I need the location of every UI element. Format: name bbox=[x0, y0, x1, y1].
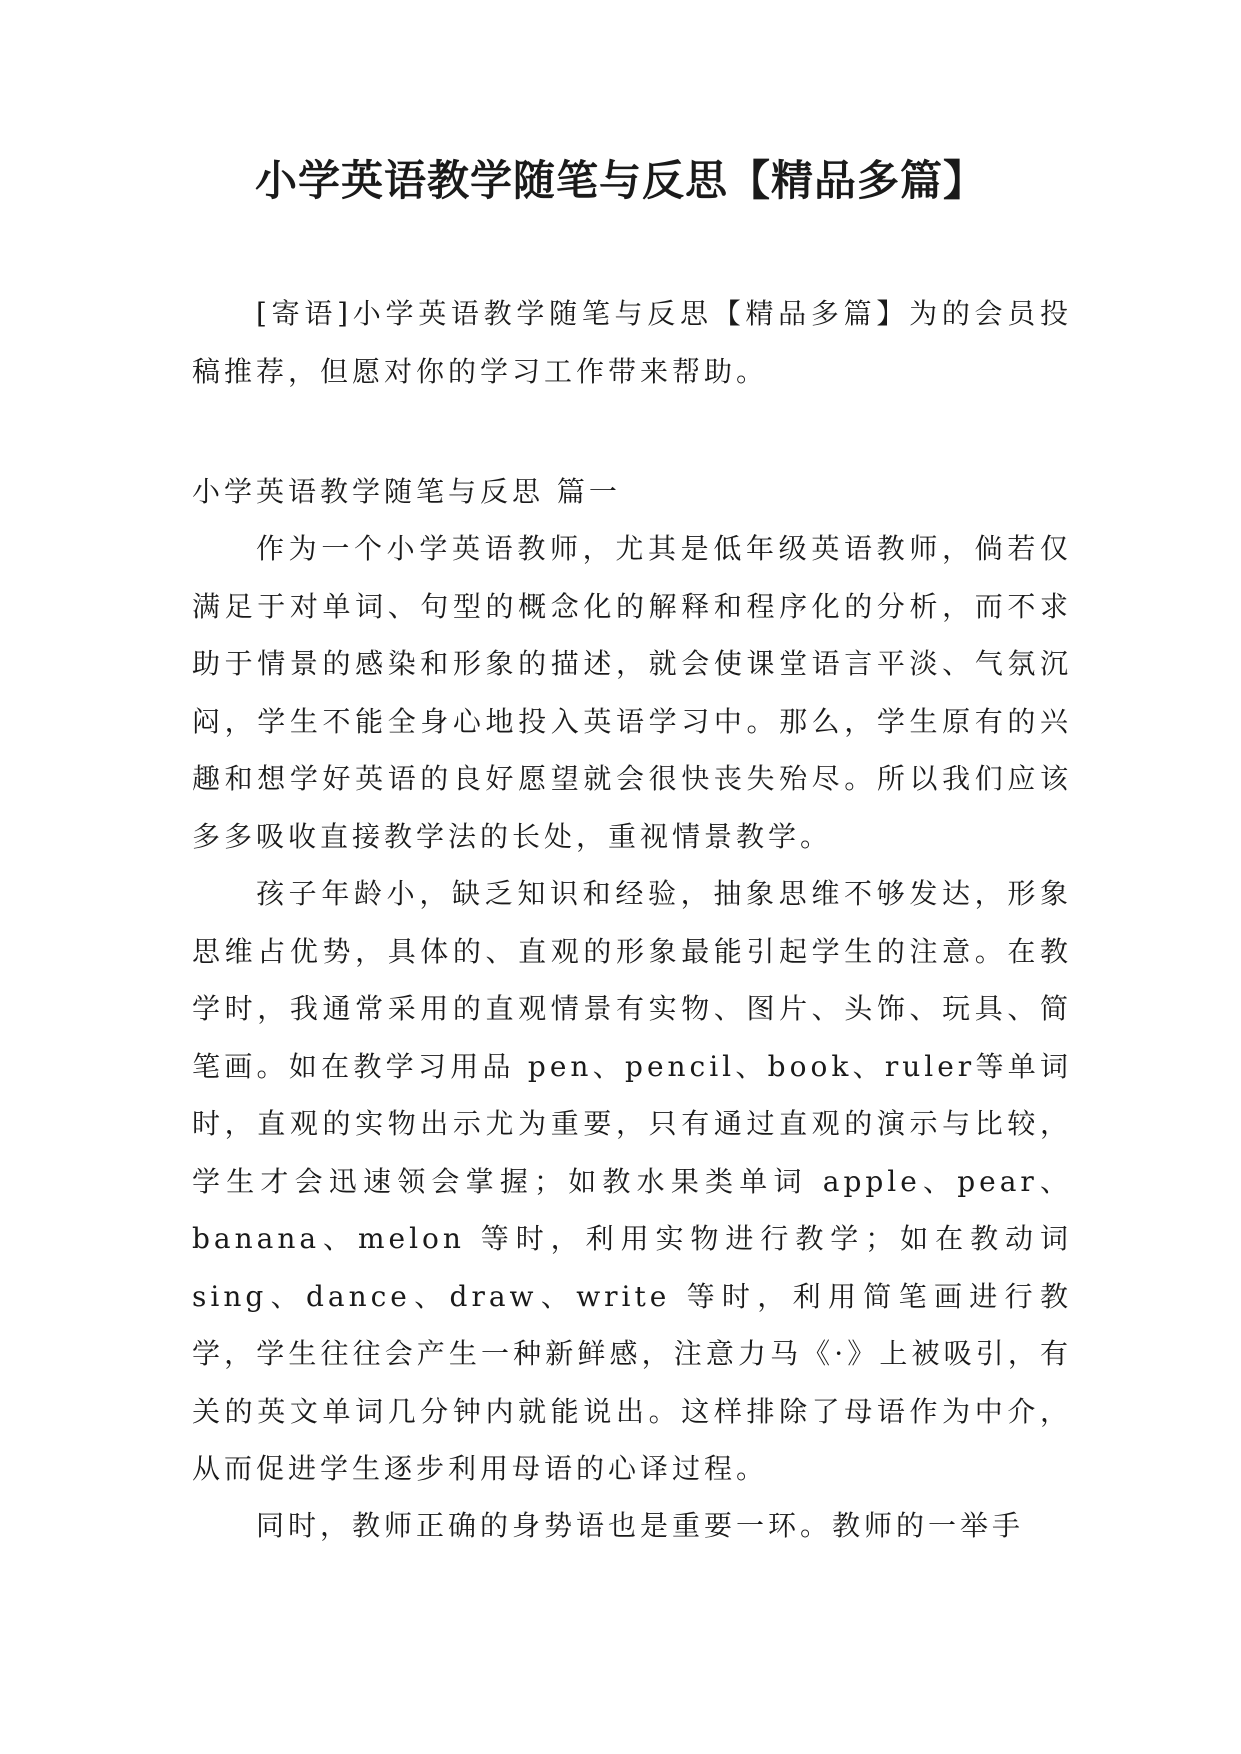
body-paragraph-1: 作为一个小学英语教师，尤其是低年级英语教师，倘若仅满足于对单词、句型的概念化的解释和程序化的分析，而不求助于情景的感染和形象的描述，就会使课堂语言平淡、气氛沉闷，学生不能全身心地投入英语学习中。那么，学生原有的兴趣和想学好英语的良好愿望就会很快丧失殆尽。所以我们应该多多吸收直接教学法的长处，重视情景教学。 bbox=[192, 532, 1072, 853]
body-paragraph-2: 孩子年龄小，缺乏知识和经验，抽象思维不够发达，形象思维占优势，具体的、直观的形象最能引起学生的注意。在教学时，我通常采用的直观情景有实物、图片、头饰、玩具、简笔画。如在教学习用品 pen、pencil、book、ruler等单词时，直观的实物出示尤为重要，只有通过直观的演示与比较，学生才会迅速领会掌握；如教水果类单词 apple、pear、banana、melon 等时，利用实物进行教学；如在教动词 sing、dance、draw、write 等时，利用简笔画进行教学，学生往往会产生一种新鲜感，注意力马《·》上被吸引，有关的英文单词几分钟内就能说出。这样排除了母语作为中介，从而促进学生逐步利用母语的心译过程。 bbox=[192, 877, 1072, 1485]
intro-paragraph: [寄语]小学英语教学随笔与反思【精品多篇】为的会员投稿推荐，但愿对你的学习工作带来帮助。 bbox=[192, 297, 1072, 388]
document-title: 小学英语教学随笔与反思【精品多篇】 bbox=[254, 156, 986, 205]
body-paragraph-3: 同时，教师正确的身势语也是重要一环。教师的一举手 bbox=[256, 1509, 1025, 1542]
section-heading: 小学英语教学随笔与反思 篇一 bbox=[192, 475, 621, 508]
